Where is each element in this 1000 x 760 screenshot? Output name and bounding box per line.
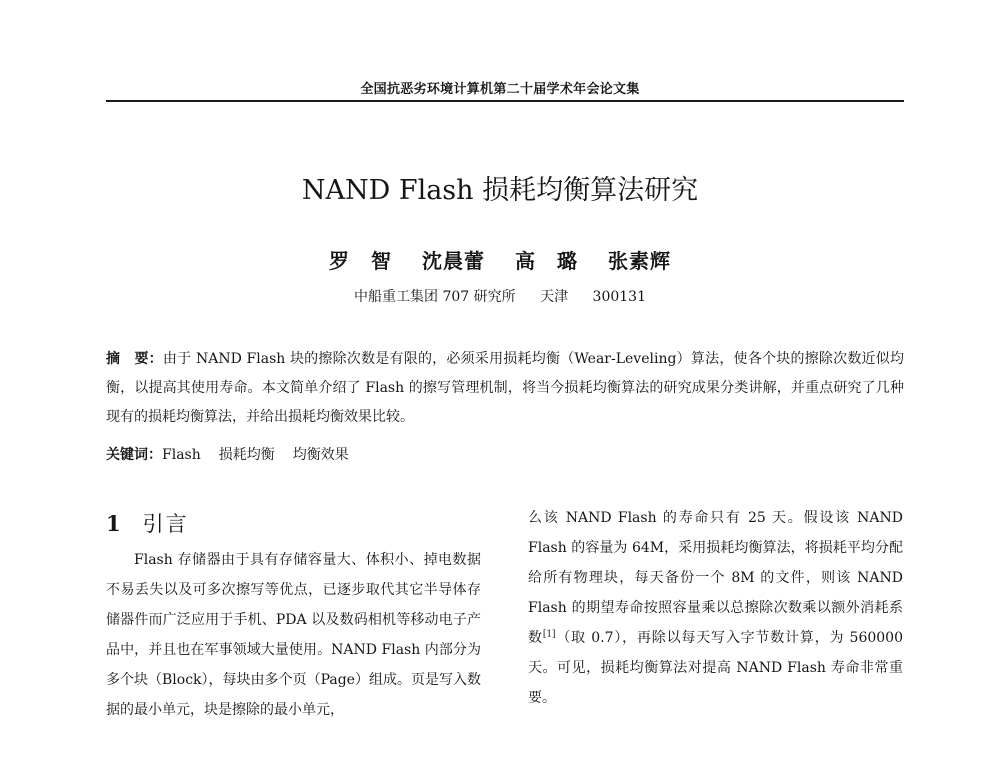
section-number: 1 — [106, 511, 121, 536]
affiliation-org: 中船重工集团 707 研究所 — [354, 289, 516, 305]
keywords — [106, 441, 904, 470]
abstract-label: 摘 要： — [106, 351, 163, 367]
paper-title: NAND Flash 损耗均衡算法研究 — [301, 175, 699, 206]
keyword: 均衡效果 — [292, 447, 349, 463]
abstract — [106, 345, 904, 432]
keywords-label: 关键词： — [106, 447, 162, 463]
section-title: 引言 — [142, 512, 189, 536]
paragraph-text: （取 0.7），再除以每天写入字节数计算，为 560000 天。可见，损耗均衡算法对提高 NAND Flash 寿命非常重要。 — [528, 630, 903, 706]
keyword: 损耗均衡 — [218, 447, 275, 463]
affiliation-city: 天津 — [540, 289, 569, 305]
column-left — [106, 507, 481, 725]
author-name: 罗 智 — [329, 249, 393, 273]
body-paragraph — [528, 503, 903, 713]
affiliation — [0, 286, 1000, 306]
paragraph-text: 么该 NAND Flash 的寿命只有 25 天。假设该 NAND Flash 的容量为 64M，采用损耗均衡算法，将损耗平均分配给所有物理块，每天备份一个 8M 的文件，则该 NAND Flash 的期望寿命按照容量乘以总擦除次数乘以额外消耗系数 — [528, 510, 903, 646]
running-header: 全国抗恶劣环境计算机第二十届学术年会论文集 — [360, 82, 640, 97]
author-list — [0, 245, 1000, 274]
author-name: 高 璐 — [514, 249, 578, 273]
body-paragraph: Flash 存储器由于具有存储容量大、体积小、掉电数据不易丢失以及可多次擦写等优点，已逐步取代其它半导体存储器件而广泛应用于手机、PDA 以及数码相机等移动电子产品中，并且也在军事领域大量使用。NAND Flash 内部分为多个块（Block），每块由多个页（Page）组成。页是写入数据的最小单元，块是擦除的最小单元， — [106, 552, 481, 718]
affiliation-postcode: 300131 — [592, 289, 646, 305]
section-heading — [106, 507, 481, 541]
header-rule — [106, 100, 904, 102]
abstract-text: 由于 NAND Flash 块的擦除次数是有限的，必须采用损耗均衡（Wear-Leveling）算法，使各个块的擦除次数近似均衡，以提高其使用寿命。本文简单介绍了 Flash 的擦写管理机制，将当今损耗均衡算法的研究成果分类讲解，并重点研究了几种现有的损耗均衡算法，并给出损耗均衡效果比较。 — [106, 351, 905, 425]
author-name: 沈晨蕾 — [422, 249, 486, 273]
column-right — [528, 503, 903, 713]
author-name: 张素辉 — [607, 249, 671, 273]
citation-ref: [1] — [542, 629, 556, 640]
keyword: Flash — [162, 447, 201, 463]
